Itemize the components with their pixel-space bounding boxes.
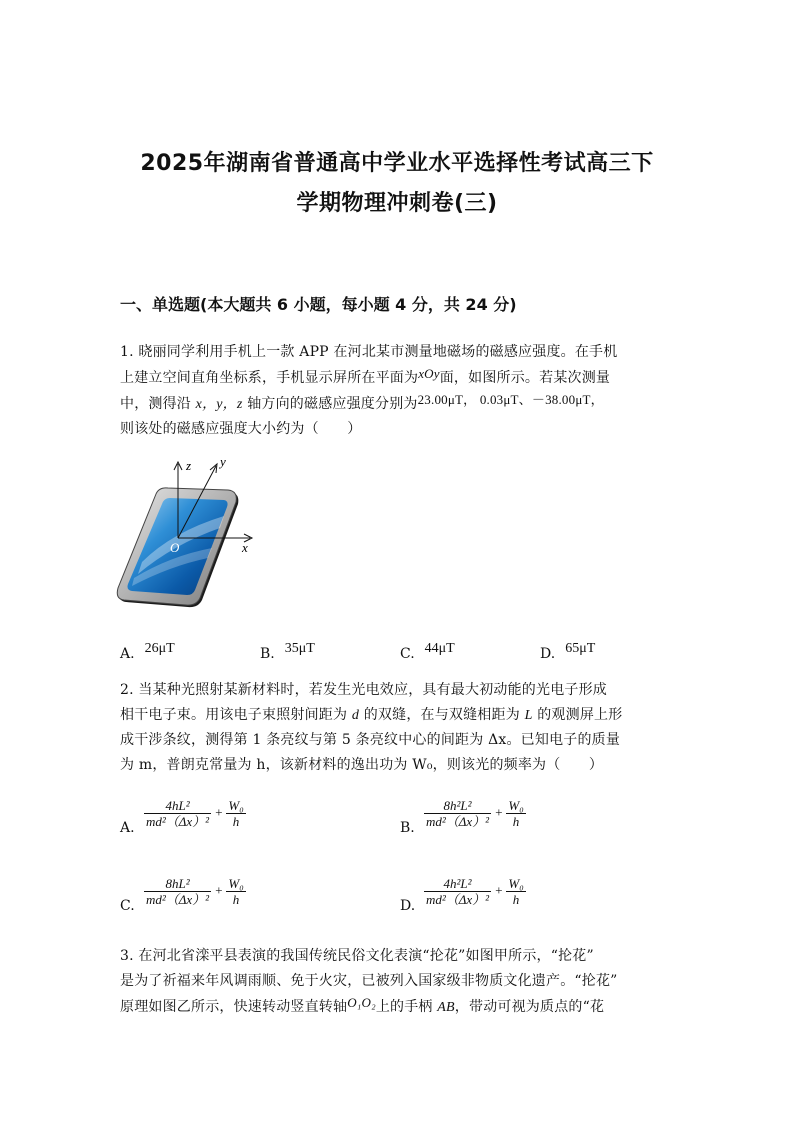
q3-line-2: 是为了祈福来年风调雨顺、免于火灾，已被列入国家级非物质文化遗产。“抡花”	[120, 973, 618, 989]
question-2-stem	[120, 678, 680, 778]
formula-numerator: 8h²L²	[424, 798, 491, 814]
y-label: y	[220, 454, 226, 469]
q3-line-3-text: 原理如图乙所示，快速转动竖直转轴	[120, 999, 348, 1015]
q1-plane-label: xOy	[418, 366, 440, 381]
option-value: 26μT	[144, 641, 175, 656]
q1-line-2-text: 上建立空间直角坐标系，手机显示屏所在平面为	[120, 370, 419, 386]
document-title-line-2: 学期物理冲刺卷(三)	[296, 191, 498, 216]
option-letter: B.	[400, 820, 415, 836]
q3-line-3-tail: ，带动可视为质点的“花	[454, 999, 605, 1015]
formula-tail-denominator: h	[512, 892, 520, 907]
q2-slit-spacing: d	[351, 708, 360, 723]
formula-numerator: 4hL²	[144, 798, 211, 814]
formula-tail-numerator: W₀	[508, 876, 524, 891]
z-label: z	[186, 458, 192, 473]
origin-label: O	[170, 540, 180, 555]
q2-line-1: 2. 当某种光照射某新材料时，若发生光电效应，具有最大初动能的光电子形成	[120, 682, 608, 698]
option-formula: $\frac{\text{4h²L²}}{\text{md²（Δx）²}}$ + $\frac{\text{W₀}}{h}$	[426, 876, 524, 907]
q3-line-3	[120, 994, 680, 1020]
phone-figure	[112, 452, 262, 612]
formula-denominator: md²（Δx）²	[146, 892, 210, 907]
q1-option-b[interactable]	[260, 641, 315, 663]
formula-denominator: md²（Δx）²	[426, 892, 490, 907]
q1-line-3-text: 中，测得沿	[120, 396, 196, 412]
section-heading: 一、单选题(本大题共 6 小题，每小题 4 分，共 24 分)	[120, 295, 517, 314]
formula-tail-numerator: W₀	[508, 798, 524, 813]
option-letter: D.	[400, 898, 416, 914]
q1-line-2-tail: 面，如图所示。若某次测量	[439, 370, 611, 386]
q1-line-3	[120, 391, 680, 417]
q1-line-3-mid: 轴方向的磁感应强度分别为	[242, 396, 418, 412]
document-title-line-1: 2025年湖南省普通高中学业水平选择性考试高三下	[140, 151, 654, 176]
q1-line-1: 1. 晓丽同学利用手机上一款 APP 在河北某市测量地磁场的磁感应强度。在手机	[120, 344, 618, 360]
formula-tail-numerator: W₀	[228, 798, 244, 813]
option-formula: $\frac{\text{4hL²}}{\text{md²（Δx）²}}$ + $\frac{\text{W₀}}{h}$	[146, 798, 244, 829]
formula-tail-denominator: h	[232, 892, 240, 907]
q2-line-3: 成干涉条纹，测得第 1 条亮纹与第 5 条亮纹中心的间距为 Δx。已知电子的质量	[120, 732, 621, 748]
formula-numerator: 8hL²	[144, 876, 211, 892]
q3-line-3-mid: 上的手柄	[375, 999, 438, 1015]
q1-option-c[interactable]	[400, 641, 455, 663]
formula-denominator: md²（Δx）²	[146, 814, 210, 829]
q3-line-1: 3. 在河北省滦平县表演的我国传统民俗文化表演“抡花”如图甲所示，“抡花”	[120, 948, 594, 964]
option-letter: A.	[120, 646, 135, 662]
option-value: 35μT	[284, 641, 315, 656]
formula-denominator: md²（Δx）²	[426, 814, 490, 829]
option-letter: C.	[400, 646, 415, 662]
q1-option-d[interactable]	[540, 641, 596, 663]
q2-line-2-text: 相干电子束。用该电子束照射间距为	[120, 707, 352, 723]
q1-line-4: 则该处的磁感应强度大小约为（ ）	[120, 421, 362, 437]
option-letter: D.	[540, 646, 556, 662]
option-letter: A.	[120, 820, 135, 836]
option-letter: B.	[260, 646, 275, 662]
option-letter: C.	[120, 898, 135, 914]
option-value: 44μT	[424, 641, 455, 656]
q1-field-values: 23.00μT， 0.03μT、－38.00μT，	[417, 392, 604, 407]
q2-line-4: 为 m，普朗克常量为 h，该新材料的逸出功为 W₀，则该光的频率为（ ）	[120, 757, 604, 773]
question-3-stem	[120, 944, 680, 1020]
option-formula: $\frac{\text{8h²L²}}{\text{md²（Δx）²}}$ + $\frac{\text{W₀}}{h}$	[426, 798, 524, 829]
q2-line-2-tail: 的观测屏上形	[532, 707, 623, 723]
x-label: x	[242, 540, 248, 555]
q1-line-2	[120, 365, 680, 391]
q2-line-2	[120, 703, 680, 728]
q1-option-a[interactable]	[120, 641, 175, 663]
q2-line-2-mid: 的双缝，在与双缝相距为	[359, 707, 525, 723]
formula-tail-numerator: W₀	[228, 876, 244, 891]
q2-screen-distance: L	[524, 708, 533, 723]
q1-axes: x，y，z	[195, 397, 243, 412]
q3-handle-label: AB	[437, 1000, 455, 1015]
formula-numerator: 4h²L²	[424, 876, 491, 892]
option-formula: $\frac{\text{8hL²}}{\text{md²（Δx）²}}$ + $\frac{\text{W₀}}{h}$	[146, 876, 244, 907]
q3-axis-label: O₁O₂	[347, 995, 376, 1010]
formula-tail-denominator: h	[232, 814, 240, 829]
option-value: 65μT	[565, 641, 596, 656]
question-1-stem	[120, 340, 680, 442]
formula-tail-denominator: h	[512, 814, 520, 829]
